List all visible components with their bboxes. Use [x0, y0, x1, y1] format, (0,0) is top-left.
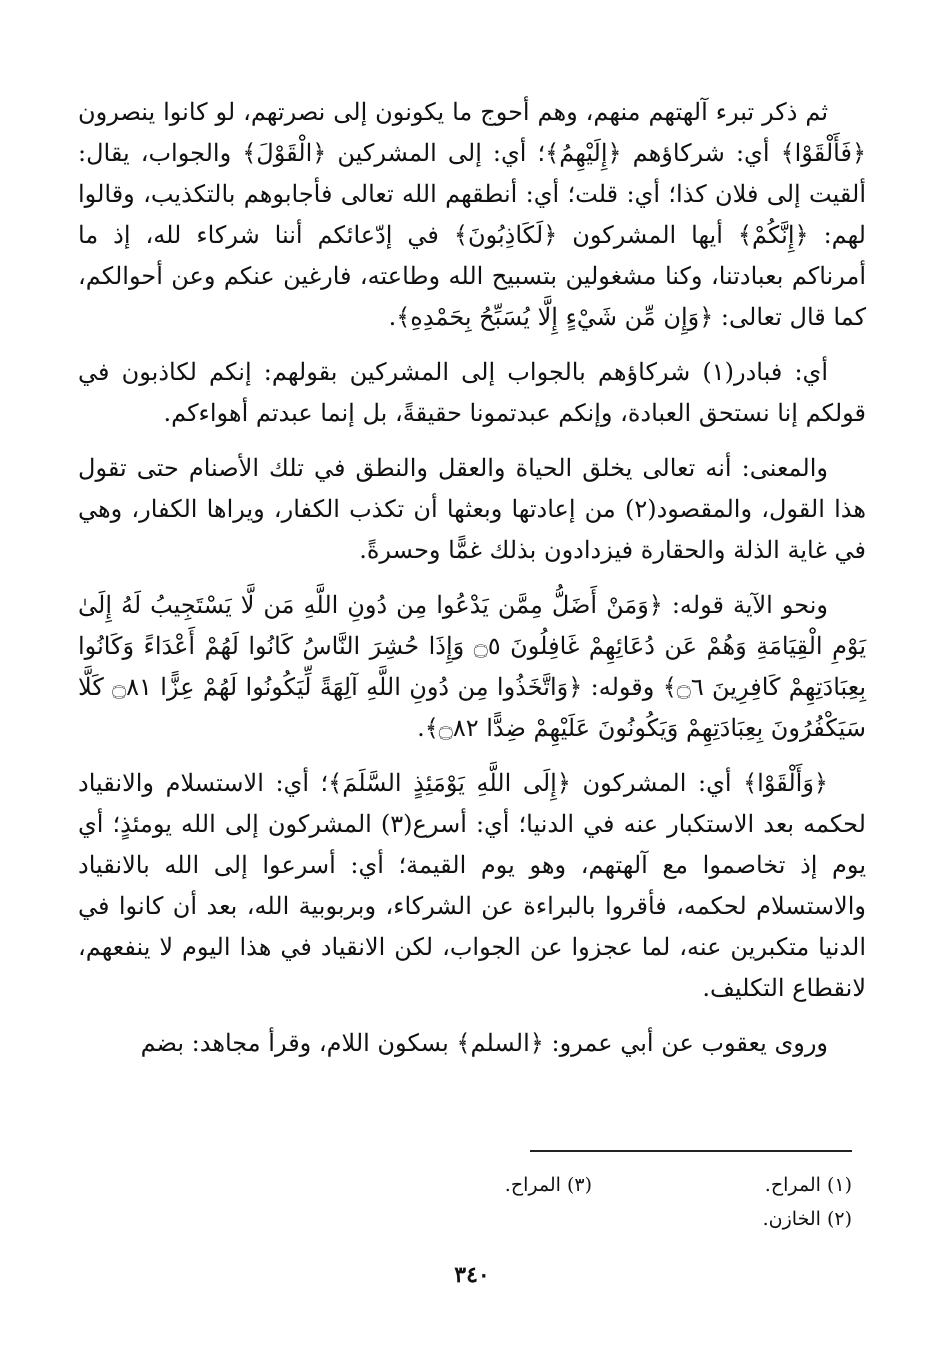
- paragraph-5: ﴿وَأَلْقَوْا﴾ أي: المشركون ﴿إِلَى اللَّهِ يَوْمَئِذٍ السَّلَمَ﴾؛ أي: الاستسلام والانقياد لحكمه بعد الاستكبار عنه في الدنيا؛ أي: أسرع(٣) المشركون إلى الله يومئذٍ؛ أي يوم إذ تخاصموا مع آلهتهم، وهو يوم القيمة؛ أي: أسرعوا إلى الله بالانقياد والاستسلام لحكمه، فأقروا بالبراءة عن الشركاء، وبربوبية الله، بعد أن كانوا في الدنيا متكبرين عنه، لما عجزوا عن الجواب، لكن الانقياد في هذا اليوم لا ينفعهم، لانقطاع التكليف.: [78, 769, 866, 1002]
- paragraph-3: والمعنى: أنه تعالى يخلق الحياة والعقل والنطق في تلك الأصنام حتى تقول هذا القول، والمقصود(٢) من إعادتها وبعثها أن تكذب الكفار، ويراها الكفار، وهي في غاية الذلة والحقارة فيزدادون بذلك غمًّا وحسرةً.: [78, 454, 866, 564]
- footnote-2: (٢) الخازن.: [762, 1208, 852, 1230]
- footnote-1: (١) المراح.: [764, 1174, 852, 1196]
- footnote-row: [332, 1168, 852, 1202]
- paragraph-2: أي: فبادر(١) شركاؤهم بالجواب إلى المشركين بقولهم: إنكم لكاذبون في قولكم إنا نستحق العبادة، وإنكم عبدتمونا حقيقةً، بل إنما عبدتم أهواءكم.: [78, 358, 866, 427]
- footnotes: [332, 1168, 852, 1236]
- footnote-row: [332, 1202, 852, 1236]
- footnote-separator: [530, 1150, 852, 1152]
- paragraph-6: وروى يعقوب عن أبي عمرو: ﴿السلم﴾ بسكون اللام، وقرأ مجاهد: بضم: [140, 1029, 828, 1057]
- paragraph-1: ثم ذكر تبرء آلهتهم منهم، وهم أحوج ما يكونون إلى نصرتهم، لو كانوا ينصرون ﴿فَأَلْقَوْا﴾ أي: شركاؤهم ﴿إِلَيْهِمُ﴾؛ أي: إلى المشركين ﴿الْقَوْلَ﴾ والجواب، يقال: ألقيت إلى فلان كذا؛ أي: قلت؛ أي: أنطقهم الله تعالى فأجابوهم بالتكذيب، وقالوا لهم: ﴿إِنَّكُمْ﴾ أيها المشركون ﴿لَكَاذِبُونَ﴾ في إدّعائكم أننا شركاء لله، إذ ما أمرناكم بعبادتنا، وكنا مشغولين بتسبيح الله وطاعته، فارغين عنكم وعن أحوالكم، كما قال تعالى: ﴿وَإِن مِّن شَيْءٍ إِلَّا يُسَبِّحُ بِحَمْدِهِ﴾.: [78, 98, 866, 331]
- page-number: ٣٤٠: [454, 1262, 490, 1288]
- body-text: [78, 92, 866, 1064]
- paragraph-4: ونحو الآية قوله: ﴿وَمَنْ أَضَلُّ مِمَّن يَدْعُوا مِن دُونِ اللَّهِ مَن لَّا يَسْتَجِيبُ لَهُ إِلَىٰ يَوْمِ الْقِيَامَةِ وَهُمْ عَن دُعَائِهِمْ غَافِلُونَ ۝٥ وَإِذَا حُشِرَ النَّاسُ كَانُوا لَهُمْ أَعْدَاءً وَكَانُوا بِعِبَادَتِهِمْ كَافِرِينَ ۝٦﴾ وقوله: ﴿وَاتَّخَذُوا مِن دُونِ اللَّهِ آلِهَةً لِّيَكُونُوا لَهُمْ عِزًّا ۝٨١ كَلَّا سَيَكْفُرُونَ بِعِبَادَتِهِمْ وَيَكُونُونَ عَلَيْهِمْ ضِدًّا ۝٨٢﴾.: [78, 591, 867, 742]
- footnote-3: (٣) المراح.: [504, 1174, 592, 1196]
